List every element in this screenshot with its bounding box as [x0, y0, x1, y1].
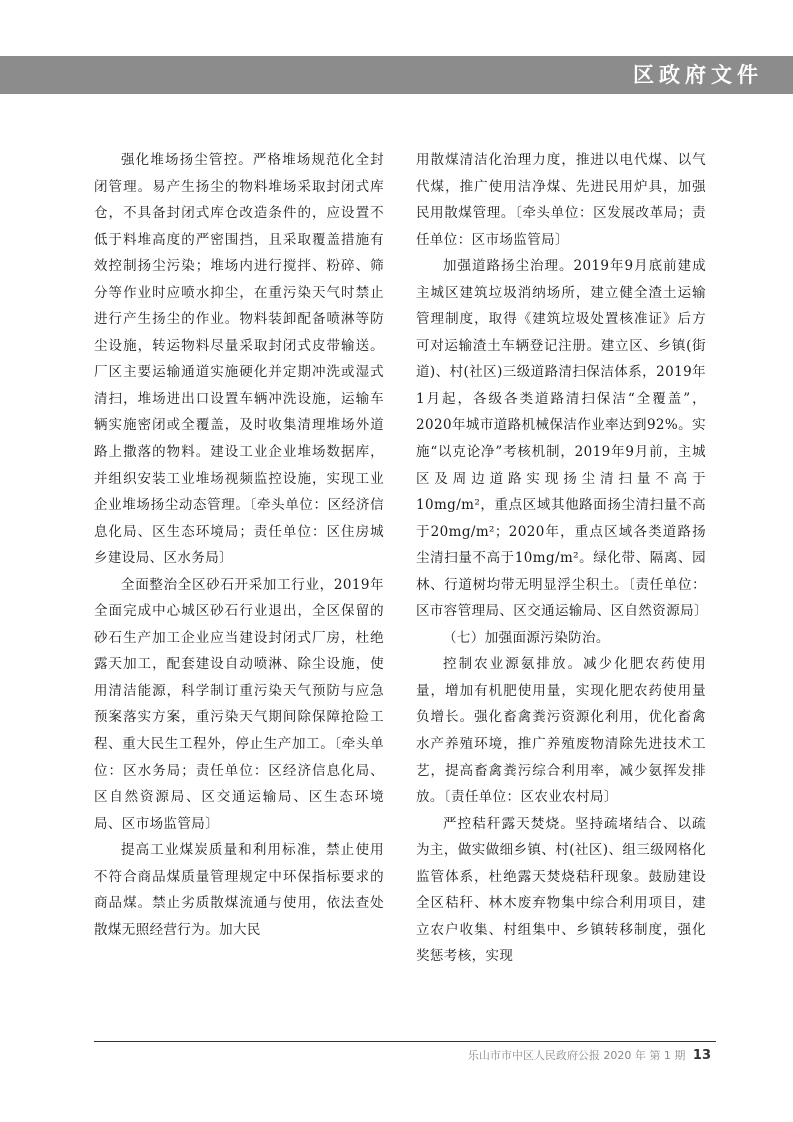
page-number: 13	[692, 1048, 711, 1063]
right-column	[416, 147, 706, 970]
footer-rule	[94, 1041, 716, 1042]
header-band	[0, 56, 793, 94]
section-heading: （七）加强面源污染防治。	[443, 629, 610, 646]
paragraph: 全面整治全区砂石开采加工行业，2019年全面完成中心城区砂石行业退出，全区保留的砂石生产加工企业应当建设封闭式厂房，杜绝露天加工，配套建设自动喷淋、除尘设施，使用清洁能源，科学制订重污染天气预防与应急预案落实方案，重污染天气期间除保障抢险工程、重大民生工程外，停止生产加工。〔牵头单位：区水务局；责任单位：区经济信息化局、区自然资源局、区交通运输局、区生态环境局、区市场监管局〕	[94, 576, 384, 832]
paragraph: 用散煤清洁化治理力度，推进以电代煤、以气代煤，推广使用洁净煤、先进民用炉具，加强民用散煤管理。〔牵头单位：区发展改革局；责任单位：区市场监管局〕	[416, 152, 706, 248]
paragraph: 控制农业源氨排放。减少化肥农药使用量，增加有机肥使用量，实现化肥农药使用量负增长。强化畜禽粪污资源化利用，优化畜禽水产养殖环境，推广养殖废物清除先进技术工艺，提高畜禽粪污综合利用率，减少氨挥发排放。〔责任单位：区农业农村局〕	[416, 656, 706, 806]
publication-name: 乐山市市中区人民政府公报 2020 年 第 1 期	[467, 1049, 686, 1062]
paragraph: 严控秸秆露天焚烧。坚持疏堵结合、以疏为主，做实做细乡镇、村(社区)、组三级网格化监管体系，杜绝露天焚烧秸秆现象。鼓励建设全区秸秆、林木废弃物集中综合利用项目，建立农户收集、村组集中、乡镇转移制度，强化奖惩考核，实现	[416, 815, 706, 965]
page-footer	[468, 1047, 711, 1063]
left-column	[94, 147, 384, 943]
paragraph: 提高工业煤炭质量和利用标准，禁止使用不符合商品煤质量管理规定中环保指标要求的商品煤。禁止劣质散煤流通与使用，依法查处散煤无照经营行为。加大民	[94, 842, 384, 938]
section-title: 区政府文件	[633, 63, 763, 87]
paragraph: 强化堆场扬尘管控。严格堆场规范化全封闭管理。易产生扬尘的物料堆场采取封闭式库仓，不具备封闭式库仓改造条件的，应设置不低于料堆高度的严密围挡，且采取覆盖措施有效控制扬尘污染；堆场内进行搅拌、粉碎、筛分等作业时应喷水抑尘，在重污染天气时禁止进行产生扬尘的作业。物料装卸配备喷淋等防尘设施，转运物料尽量采取封闭式皮带输送。厂区主要运输通道实施硬化并定期冲洗或湿式清扫，堆场进出口设置车辆冲洗设施，运输车辆实施密闭或全覆盖，及时收集清理堆场外道路上撒落的物料。建设工业企业堆场数据库，并组织安装工业堆场视频监控设施，实现工业企业堆场扬尘动态管理。〔牵头单位：区经济信息化局、区生态环境局；责任单位：区住房城乡建设局、区水务局〕	[94, 152, 384, 567]
paragraph: 加强道路扬尘治理。2019年9月底前建成主城区建筑垃圾消纳场所，建立健全渣土运输管理制度，取得《建筑垃圾处置核准证》后方可对运输渣土车辆登记注册。建立区、乡镇(街道)、村(社区)三级道路清扫保洁体系，2019年1月起，各级各类道路清扫保洁“全覆盖”，2020年城市道路机械保洁作业率达到92%。实施“以克论净”考核机制，2019年9月前，主城区及周边道路实现扬尘清扫量不高于10mg/m²，重点区域其他路面扬尘清扫量不高于20mg/m²；2020年，重点区域各类道路扬尘清扫量不高于10mg/m²。绿化带、隔离、园林、行道树均带无明显浮尘积土。〔责任单位：区市容管理局、区交通运输局、区自然资源局〕	[416, 258, 708, 620]
